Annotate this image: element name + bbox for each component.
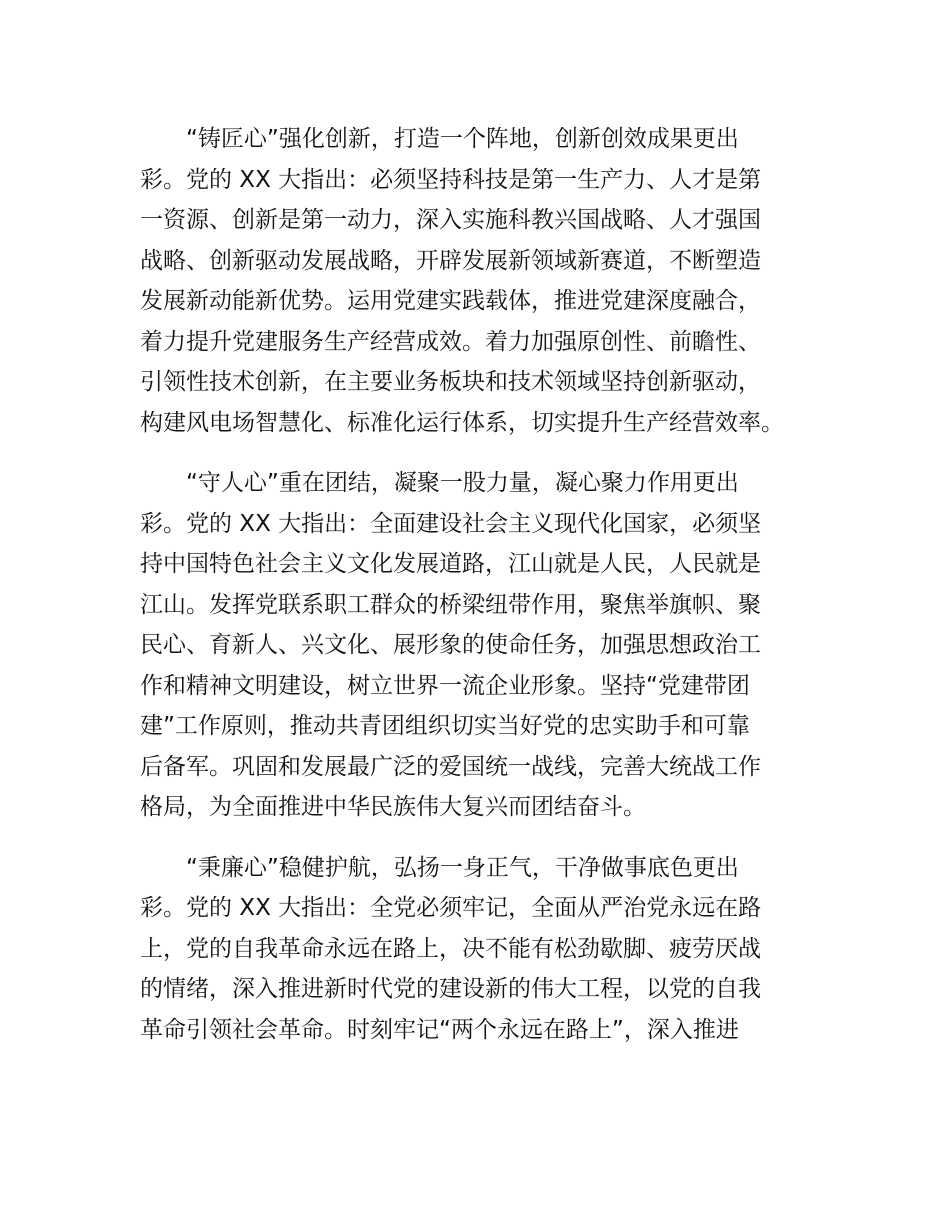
paragraph-craftsman-spirit <box>140 119 820 443</box>
text-line: 彩。党的 XX 大指出：全党必须牢记，全面从严治党永远在路 <box>140 895 762 921</box>
text-line: “守人心”重在团结，凝聚一股力量，凝心聚力作用更出 <box>186 470 739 496</box>
text-line: 发展新动能新优势。运用党建实践载体，推进党建深度融合， <box>140 288 761 314</box>
text-line: 上，党的自我革命永远在路上，决不能有松劲歇脚、疲劳厌战 <box>140 935 761 962</box>
text-line: 民心、育新人、兴文化、展形象的使命任务，加强思想政治工 <box>140 632 761 658</box>
text-line: 构建风电场智慧化、标准化运行体系，切实提升生产经营效率。 <box>140 409 784 436</box>
text-line: 彩。党的 XX 大指出：全面建设社会主义现代化国家，必须坚 <box>140 510 762 537</box>
text-line: 江山。发挥党联系职工群众的桥梁纽带作用，聚焦举旗帜、聚 <box>140 591 761 618</box>
text-line: 一资源、创新是第一动力，深入实施科教兴国战略、人才强国 <box>140 207 761 233</box>
text-line: 作和精神文明建设，树立世界一流企业形象。坚持“党建带团 <box>140 672 750 699</box>
text-line: 战略、创新驱动发展战略，开辟发展新领域新赛道，不断塑造 <box>140 247 761 274</box>
text-line: 彩。党的 XX 大指出：必须坚持科技是第一生产力、人才是第 <box>140 166 762 193</box>
text-line: 后备军。巩固和发展最广泛的爱国统一战线，完善大统战工作 <box>140 753 761 780</box>
text-line: 引领性技术创新，在主要业务板块和技术领域坚持创新驱动， <box>140 369 761 395</box>
text-line: “铸匠心”强化创新，打造一个阵地，创新创效成果更出 <box>186 126 739 152</box>
text-line: 持中国特色社会主义文化发展道路，江山就是人民，人民就是 <box>140 551 761 577</box>
text-line: 革命引领社会革命。时刻牢记“两个永远在路上”，深入推进 <box>140 1016 739 1043</box>
text-line: “秉廉心”稳健护航，弘扬一身正气，干净做事底色更出 <box>186 854 739 881</box>
text-line: 建”工作原则，推动共青团组织切实当好党的忠实助手和可靠 <box>140 713 750 739</box>
text-line: 着力提升党建服务生产经营成效。着力加强原创性、前瞻性、 <box>140 328 761 355</box>
document-body <box>140 119 820 1070</box>
paragraph-integrity <box>140 848 820 1051</box>
text-line: 的情绪，深入推进新时代党的建设新的伟大工程，以党的自我 <box>140 976 761 1002</box>
text-line: 格局，为全面推进中华民族伟大复兴而团结奋斗。 <box>140 794 646 820</box>
paragraph-unity <box>140 463 820 828</box>
